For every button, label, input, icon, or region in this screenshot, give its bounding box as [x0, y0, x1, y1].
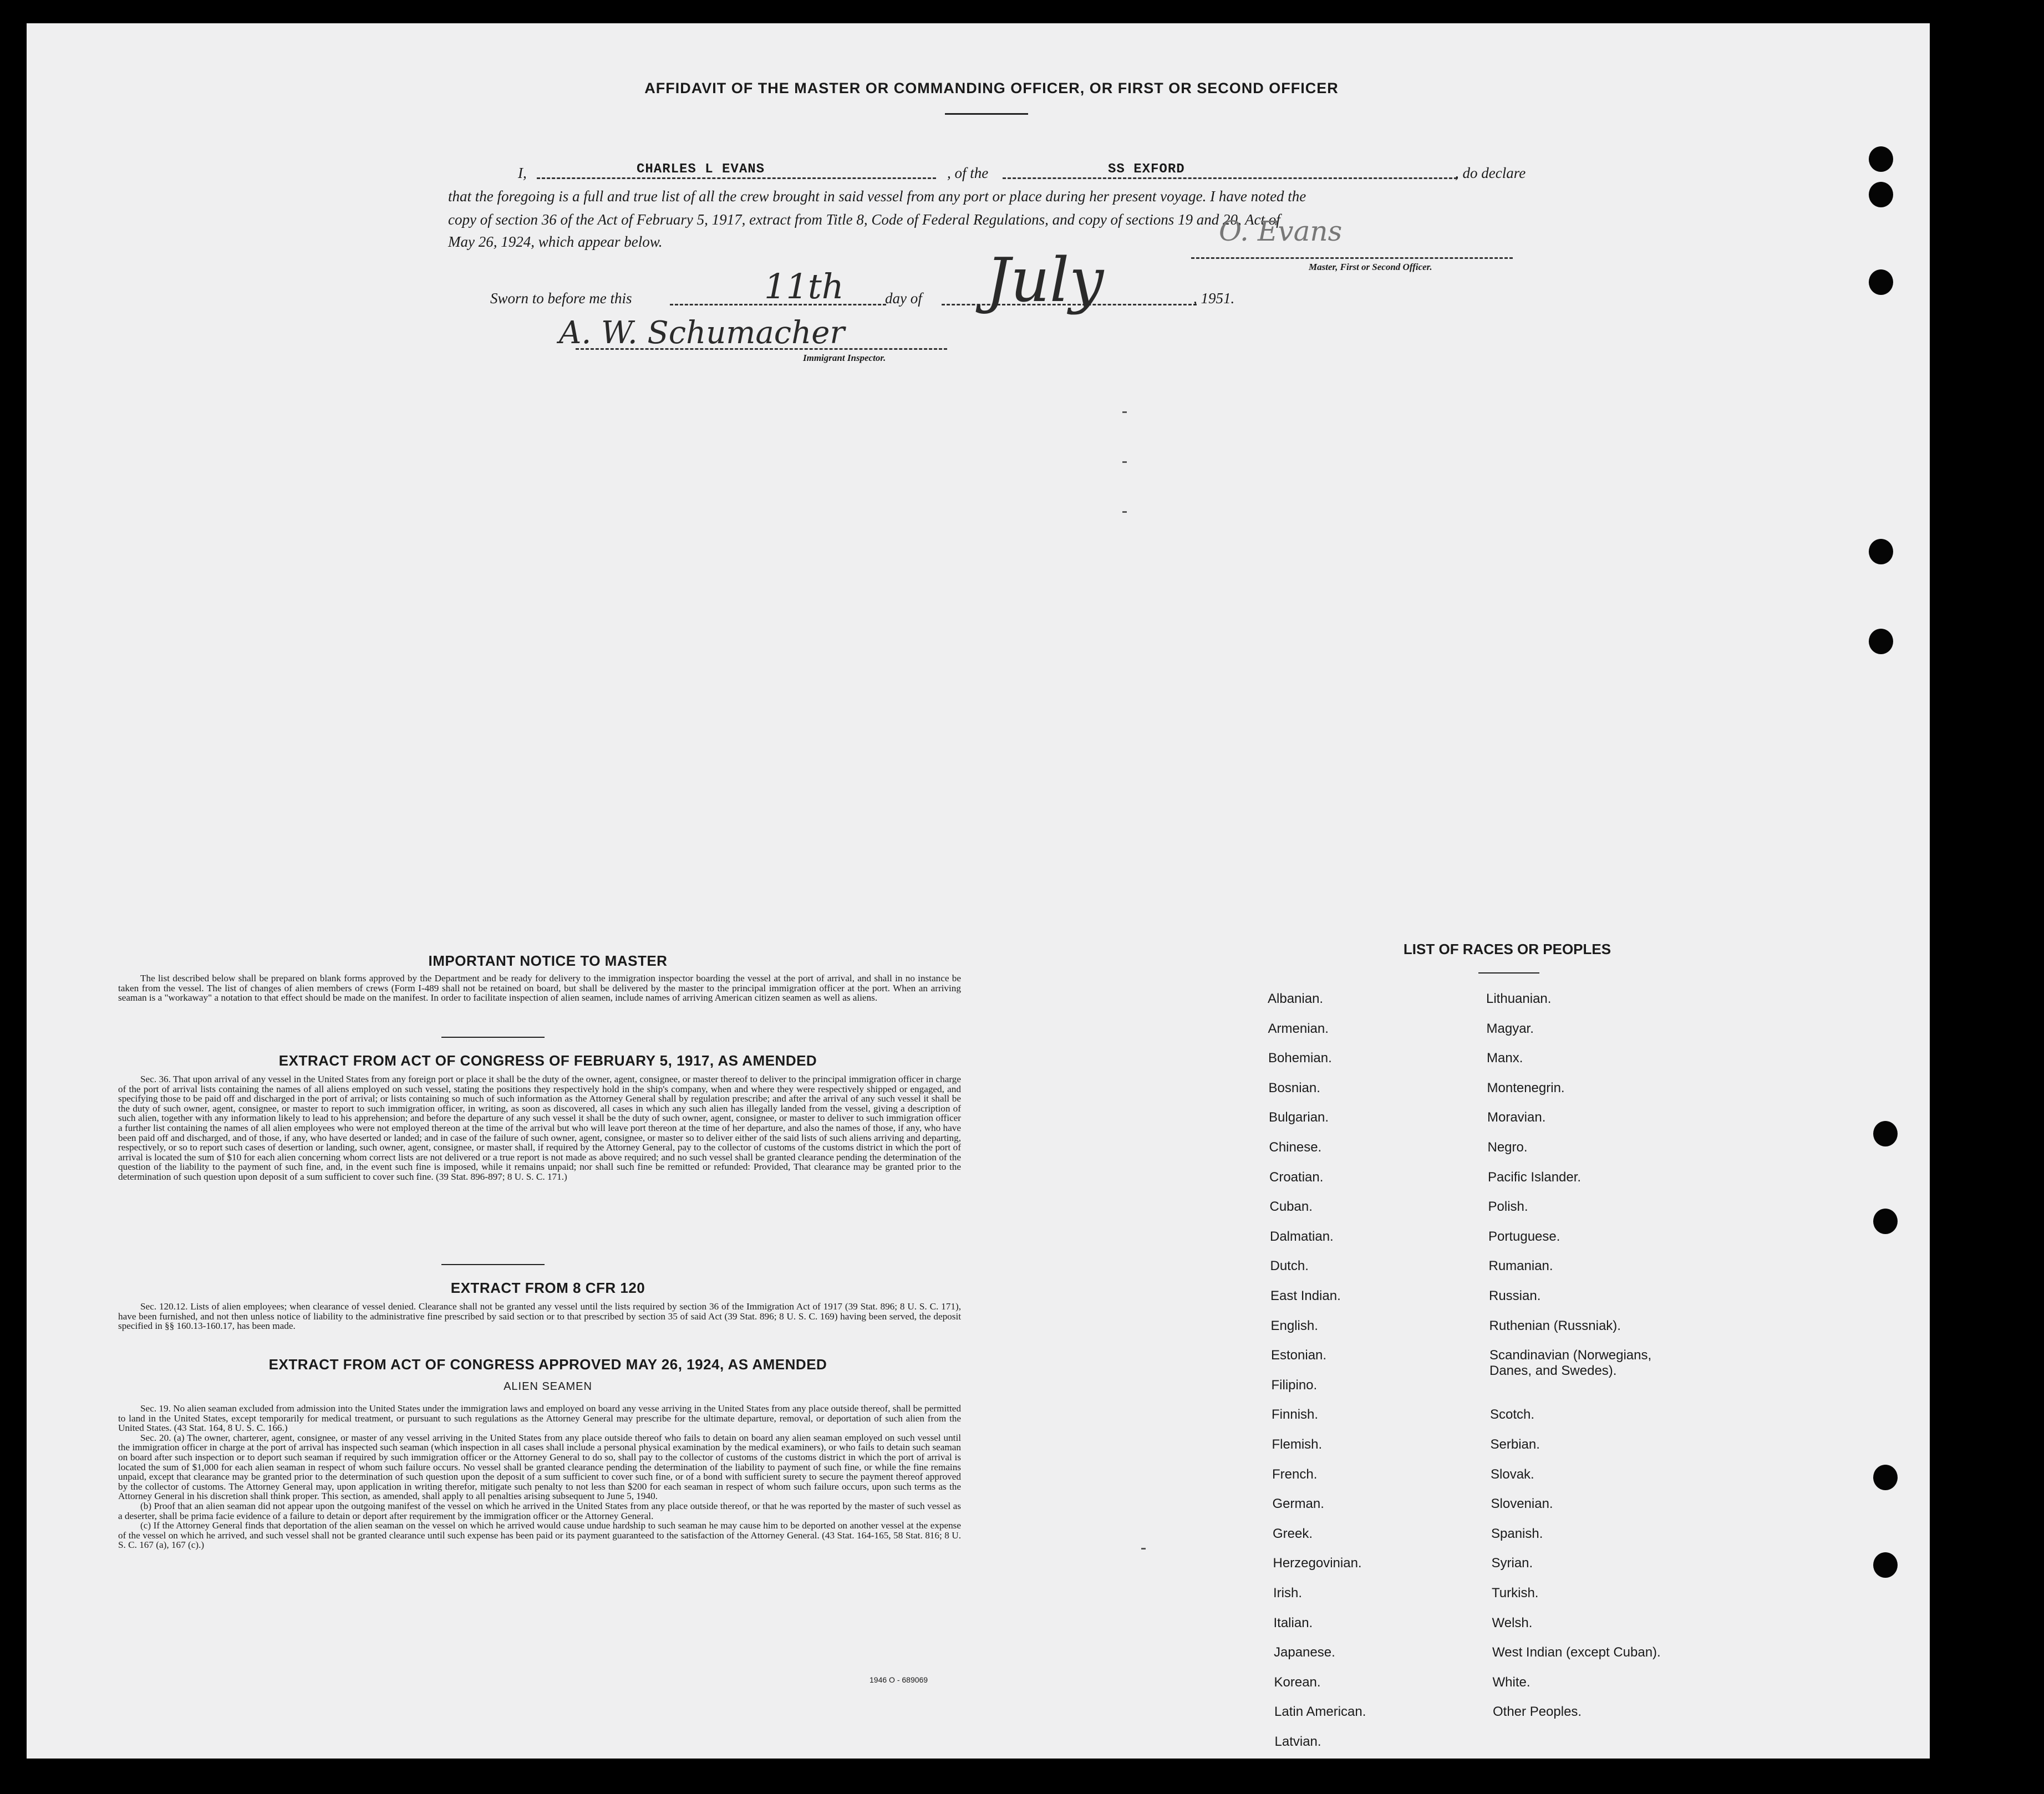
sworn-label: Sworn to before me this [490, 290, 632, 307]
race-item: Magyar. [1486, 1021, 1534, 1036]
section-19-text: Sec. 19. No alien seaman excluded from admission into the United States under the immigration laws and employed on board any vesse arriving in the United States from any place outside thereof, shall be permitted to land in the United States, except temporarily for medical treatment, or pursuant to such regulations as the Attorney General may prescribe for the ultimate departure, removal, or deportation of such alien from the United States. (43 Stat. 164, 8 U. S. C. 166.) [118, 1403, 961, 1434]
section-120-12-text: Sec. 120.12. Lists of alien employees; when clearance of vessel denied. Clearance shall not be granted any vessel until the lists required by section 36 of the Immigration Act of 1917 (39 Stat. 896; 8 U. S. C. 171), have been furnished, and not then unless notice of liability to the administrative fine prescribed by said section or to that prescribed by section 35 of said Act (39 Stat. 896; 8 U. S. C. 169) having been served, the deposit specified in §§ 160.13-160.17, has been made. [118, 1301, 961, 1332]
race-item: Filipino. [1271, 1377, 1318, 1393]
extract-1917-title: EXTRACT FROM ACT OF CONGRESS OF FEBRUARY 5, 1917, AS AMENDED [278, 1052, 817, 1069]
punch-hole [1869, 629, 1893, 654]
punch-hole [1869, 269, 1893, 295]
race-item: Croatian. [1269, 1169, 1324, 1185]
race-item: Japanese. [1274, 1645, 1335, 1660]
punch-hole [1873, 1121, 1898, 1146]
inspector-signature-line [576, 348, 947, 350]
race-item: Polish. [1488, 1199, 1528, 1215]
races-rule [1478, 972, 1539, 974]
punch-hole [1873, 1209, 1898, 1234]
race-item: Bohemian. [1268, 1051, 1332, 1066]
race-item: Bosnian. [1268, 1080, 1320, 1095]
race-item: Dutch. [1270, 1258, 1309, 1274]
extract-cfr-body [118, 1302, 961, 1331]
race-item: Moravian. [1487, 1110, 1546, 1125]
i-label: I, [518, 165, 527, 181]
race-item: Albanian. [1268, 991, 1324, 1006]
race-item: Slovak. [1491, 1466, 1534, 1482]
race-item: Manx. [1487, 1051, 1523, 1066]
race-item: Lithuanian. [1486, 991, 1552, 1006]
extract-1917-body [118, 1074, 961, 1182]
extract-cfr-title: EXTRACT FROM 8 CFR 120 [450, 1280, 645, 1296]
punch-hole [1873, 1465, 1898, 1490]
race-item: Russian. [1489, 1288, 1541, 1303]
race-item: Syrian. [1491, 1556, 1533, 1571]
section-36-text: Sec. 36. That upon arrival of any vessel in the United States from any foreign port or place it shall be the duty of the owner, agent, consignee, or master thereof to deliver to the principal immigration officer in charge of the port of arrival lists containing the names of all aliens employed on such vessel, stating the positions they respectively hold in the ship's company, when and where they were respectively shipped or engaged, and specifying those to be paid off and discharged in the port of arrival; or lists containing so much of such information as the Attorney General shall by regulation prescribe; and after the arrival of any such vessel it shall be the duty of such owner, agent, consignee, or master to report to such immigration officer, in writing, as soon as discovered, all cases in which any such alien has illegally landed from the vessel, giving a description of such alien, together with any information likely to lead to his apprehension; and before the departure of any such vessel it shall be the duty of such owner, agent, consignee, or master to deliver to such immigration officer a further list containing the names of all alien employees who were not employed thereon at the time of the arrival but who will leave port thereon at the time of her departure, and also the names of those, if any, who have been paid off and discharged, and of those, if any, who have deserted or landed; and in case of the failure of such owner, agent, consignee, or master so to deliver either of the said lists of such aliens arriving and departing, respectively, or so to report such cases of desertion or landing, such owner, agent, consignee, or master shall, if required by the Attorney General, pay to the collector of customs of the customs district in which the port of arrival is located the sum of $10 for each alien concerning whom correct lists are not delivered or a true report is not made as above required; and no such vessel shall be granted clearance pending the determination of the question of the liability to the payment of such fine, and, in the event such fine is imposed, while it remains unpaid; nor shall such fine be remitted or refunded: Provided, That clearance may be granted prior to the determination of such question upon deposit of a sum sufficient to cover such fine. (39 Stat. 896-897; 8 U. S. C. 171.) [118, 1074, 961, 1182]
race-item: Chinese. [1269, 1140, 1322, 1155]
race-item: Welsh. [1492, 1615, 1533, 1630]
race-item: Cuban. [1269, 1199, 1313, 1215]
print-code: 1946 O - 689069 [870, 1675, 928, 1684]
race-item: German. [1272, 1496, 1324, 1512]
notice-body [118, 974, 961, 1003]
alien-seamen-subtitle: ALIEN SEAMEN [504, 1380, 592, 1393]
race-item: French. [1272, 1466, 1318, 1482]
scan-mark [1122, 511, 1127, 513]
race-item: Serbian. [1490, 1437, 1540, 1452]
officer-signature: O. Evans [1219, 215, 1343, 247]
master-name-line [537, 177, 936, 179]
race-item: Bulgarian. [1269, 1110, 1329, 1125]
officer-signature-line [1191, 257, 1513, 259]
race-item: Flemish. [1272, 1437, 1323, 1452]
affidavit-line-4: May 26, 1924, which appear below. [448, 233, 663, 250]
section-20c-text: (c) If the Attorney General finds that deportation of the alien seaman on the vessel on which he arrived would cause undue hardship to such seaman he may cause him to be deported on another vessel at the expense of the vessel on which he arrived, and such vessel shall not be granted clearance until such expense has been paid or its payment guaranteed to the satisfaction of the Attorney General. (43 Stat. 164-165, 58 Stat. 816; 8 U. S. C. 167 (a), 167 (c).) [118, 1520, 961, 1551]
extract-1917-rule [441, 1264, 545, 1265]
races-title: LIST OF RACES OR PEOPLES [1403, 941, 1611, 957]
day-of-label: day of [885, 290, 922, 307]
race-item: Pacific Islander. [1488, 1169, 1582, 1185]
race-item: White. [1492, 1674, 1531, 1690]
race-item: Latin American. [1274, 1704, 1366, 1720]
master-name-value: CHARLES L EVANS [637, 162, 765, 177]
race-item: Greek. [1273, 1526, 1313, 1541]
title-rule [945, 113, 1028, 115]
notice-text: The list described below shall be prepared on blank forms approved by the Department and be ready for delivery to the immigration inspector boarding the vessel at the port of arrival, and shall in no instance be taken from the vessel. The list of changes of alien members of crews (Form I-489 shall not be retained on board, but shall be delivered by the master to the principal immigration officer at the port. When an arriving seaman is a "workaway" a notation to that effect should be made on the manifest. In order to facilitate inspection of alien seamen, include names of arriving American citizen seamen as well as aliens. [118, 973, 961, 1003]
race-item: Turkish. [1492, 1586, 1539, 1601]
affidavit-line-3: copy of section 36 of the Act of February 5, 1917, extract from Title 8, Code of Federal Regulations, and copy of sections 19 and 20, Act of [448, 211, 1280, 228]
vessel-name-value: SS EXFORD [1108, 162, 1185, 177]
year-label: , 1951. [1193, 290, 1235, 307]
race-item: Armenian. [1268, 1021, 1329, 1036]
of-the-label: , of the [947, 165, 989, 181]
race-item: Irish. [1273, 1586, 1303, 1601]
notice-rule [441, 1037, 545, 1038]
race-item: Rumanian. [1488, 1258, 1553, 1274]
notice-title: IMPORTANT NOTICE TO MASTER [428, 952, 668, 969]
extract-1924-body [118, 1404, 961, 1550]
race-item: Negro. [1487, 1140, 1528, 1155]
race-item: Scandinavian (Norwegians, Danes, and Swedes). [1489, 1348, 1652, 1379]
scan-mark [1122, 411, 1127, 413]
race-item: Slovenian. [1491, 1496, 1553, 1512]
race-item: East Indian. [1270, 1288, 1341, 1303]
race-item: English. [1270, 1318, 1318, 1333]
race-item: Finnish. [1272, 1407, 1319, 1423]
section-20b-text: (b) Proof that an alien seaman did not appear upon the outgoing manifest of the vessel on which he arrived in the United States from any place outside thereof, or that he was reported by the master of such vessel as a deserter, shall be prima facie evidence of a failure to detain or deport after requirement by the immigration officer or the Attorney General. [118, 1500, 961, 1521]
document-page [27, 23, 1930, 1759]
race-item: Latvian. [1274, 1734, 1321, 1749]
inspector-signature-caption: Immigrant Inspector. [803, 353, 886, 363]
affidavit-line-2: that the foregoing is a full and true list of all the crew brought in said vessel from any port or place during her present voyage. I have noted the [448, 188, 1306, 205]
race-item: Italian. [1273, 1615, 1313, 1630]
race-item: Estonian. [1271, 1348, 1327, 1363]
month-value: July [986, 244, 1104, 315]
day-value: 11th [764, 266, 844, 307]
scan-mark [1122, 461, 1127, 463]
officer-signature-caption: Master, First or Second Officer. [1309, 262, 1432, 272]
section-20a-text: Sec. 20. (a) The owner, charterer, agent, consignee, or master of any vessel arriving in the United States from any place outside thereof who fails to detain on board any alien seaman employed on such vessel until the immigration officer in charge at the port of arrival has inspected such seaman (which inspection in all cases shall include a personal physical examination by the medical examiners), or who fails to detain such seaman on board after such inspection or to deport such seaman if required by such immigration officer or the Attorney General to do so, shall pay to the collector of customs of the customs district in which the port of arrival is located the sum of $1,000 for each alien seaman in respect of whom such failure occurs. No vessel shall be granted clearance pending the determination of the liability to payment of such fine, or while the fine remains unpaid, except that clearance may be granted prior to the determination of such question upon the deposit of a sum sufficient to cover such fine, or of a bond with sufficient surety to secure the payment thereof approved by the collector of customs. The Attorney General may, upon application in writing therefor, mitigate such penalty to not less than $200 for each seaman in respect of whom such failure occurs, upon such terms as the Attorney General in his discretion shall think proper. This section, as amended, shall apply to all penalties arising subsequent to June 5, 1940. [118, 1432, 961, 1502]
race-item: Herzegovinian. [1273, 1556, 1362, 1571]
vessel-name-line [1003, 177, 1457, 179]
affidavit-title: AFFIDAVIT OF THE MASTER OR COMMANDING OFFICER, OR FIRST OR SECOND OFFICER [644, 80, 1339, 96]
punch-hole [1869, 539, 1893, 564]
race-item: Korean. [1274, 1674, 1321, 1690]
race-item: Ruthenian (Russniak). [1489, 1318, 1621, 1333]
punch-hole [1869, 182, 1893, 207]
extract-1924-title: EXTRACT FROM ACT OF CONGRESS APPROVED MAY 26, 1924, AS AMENDED [268, 1356, 827, 1373]
punch-hole [1873, 1552, 1898, 1578]
race-item: Portuguese. [1488, 1229, 1560, 1244]
race-item: West Indian (except Cuban). [1492, 1645, 1661, 1660]
inspector-signature: A. W. Schumacher [559, 315, 845, 351]
race-item: Dalmatian. [1270, 1229, 1334, 1244]
scan-mark [1141, 1548, 1146, 1550]
punch-hole [1869, 146, 1893, 172]
race-item: Spanish. [1491, 1526, 1543, 1541]
race-item: Montenegrin. [1487, 1080, 1565, 1095]
race-item: Other Peoples. [1493, 1704, 1582, 1720]
race-item: Scotch. [1490, 1407, 1535, 1423]
do-declare-label: , do declare [1455, 165, 1526, 181]
